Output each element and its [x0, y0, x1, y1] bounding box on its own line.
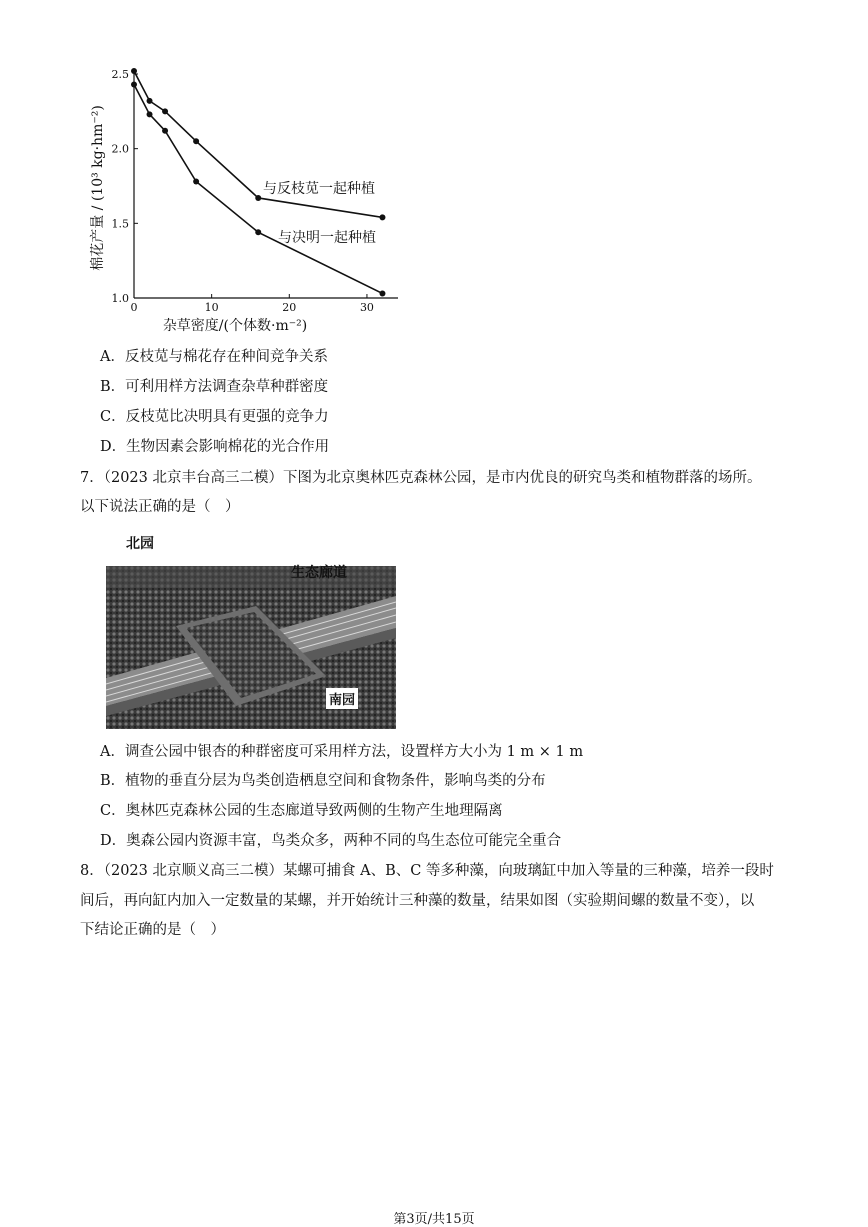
x-axis-label: 杂草密度/(个体数·m⁻²) — [162, 318, 308, 334]
q7-option-c: C．奥林匹克森林公园的生态廊道导致两侧的生物产生地理隔离 — [100, 803, 503, 819]
x-tick-label: 20 — [282, 301, 297, 314]
q8-stem-line2: 间后，再向缸内加入一定数量的某螺，并开始统计三种藻的数量，结果如图（实验期间螺的数量不变），以 — [80, 893, 755, 909]
series-2-point — [379, 291, 385, 297]
y-tick-label: 1.0 — [111, 292, 129, 305]
series-1-point — [193, 138, 199, 144]
series-1-point — [162, 108, 168, 114]
y-axis-label: 棉花产量 / (10³ kg·hm⁻²) — [90, 105, 106, 271]
q8-stem-line1: 8．（2023 北京顺义高三二模）某螺可捕食 A、B、C 等多种藻，向玻璃缸中加入等量的三种藻，培养一段时 — [80, 863, 774, 879]
q7-option-a: A．调查公园中银杏的种群密度可采用样方法，设置样方大小为 1 m × 1 m — [100, 744, 584, 760]
series-1-point — [147, 98, 153, 104]
series-1-point — [255, 195, 261, 201]
series-1-point — [379, 214, 385, 220]
series-2-point — [131, 81, 137, 87]
series-2-point — [255, 229, 261, 235]
q8-stem-line3: 下结论正确的是（ ） — [80, 922, 225, 938]
series-2-point — [147, 111, 153, 117]
q7-option-b: B．植物的垂直分层为鸟类创造栖息空间和食物条件，影响鸟类的分布 — [100, 773, 546, 789]
q7-stem-line1: 7．（2023 北京丰台高三二模）下图为北京奥林匹克森林公园，是市内优良的研究鸟类和植物群落的场所。 — [80, 470, 762, 486]
q6-option-d: D．生物因素会影响棉花的光合作用 — [100, 439, 330, 455]
series-label-1: 与反枝苋一起种植 — [263, 181, 375, 197]
series-2-point — [193, 179, 199, 185]
y-tick-label: 2.5 — [111, 68, 129, 81]
y-tick-label: 2.0 — [111, 142, 129, 156]
x-tick-label: 30 — [359, 301, 374, 314]
q6-option-a: A．反枝苋与棉花存在种间竞争关系 — [100, 349, 328, 365]
series-2-point — [162, 128, 168, 134]
x-tick-label: 10 — [204, 301, 219, 314]
page-footer: 第3页/共15页 — [393, 1212, 475, 1227]
y-tick-label: 1.5 — [111, 217, 129, 231]
series-1-point — [131, 68, 137, 74]
photo-label-north: 北园 — [126, 536, 154, 552]
photo-label-corridor: 生态廊道 — [291, 565, 347, 581]
q6-option-c: C．反枝苋比决明具有更强的竞争力 — [100, 409, 329, 425]
q7-option-d: D．奥森公园内资源丰富，鸟类众多，两种不同的鸟生态位可能完全重合 — [100, 833, 562, 849]
q6-option-b: B．可利用样方法调查杂草种群密度 — [100, 379, 329, 395]
cotton-yield-chart — [80, 60, 420, 345]
q7-stem-line2: 以下说法正确的是（ ） — [80, 499, 240, 515]
series-label-2: 与决明一起种植 — [278, 230, 376, 246]
x-tick-label: 0 — [130, 301, 138, 314]
photo-label-south: 南园 — [326, 688, 358, 709]
